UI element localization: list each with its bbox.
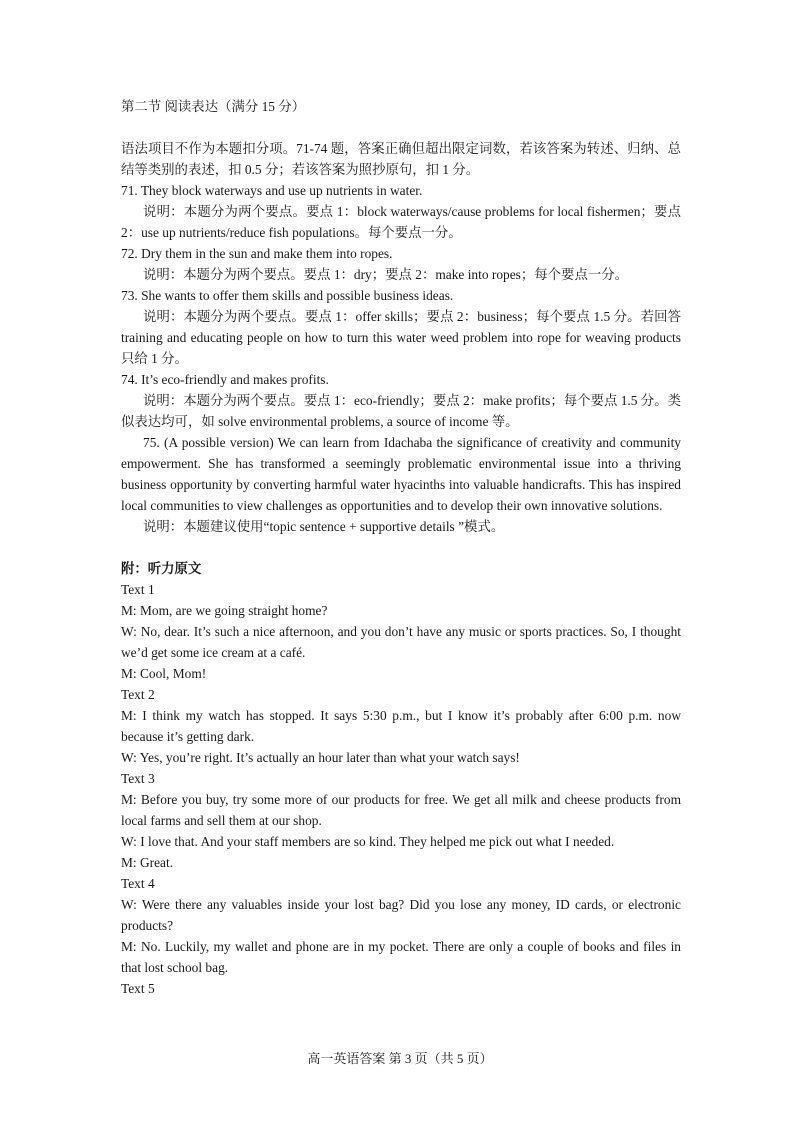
answer-sheet-page: [121, 96, 681, 999]
transcript-line: W: No, dear. It’s such a nice afternoon, and you don’t have any music or sports practices. So, I thought we’d get some ice cream at a café.: [121, 624, 681, 660]
note-72: 说明：本题分为两个要点。要点 1：dry；要点 2：make into ropes；每个要点一分。: [143, 267, 629, 282]
transcript-line: M: Great.: [121, 855, 174, 870]
note-75: 说明：本题建议使用“topic sentence + supportive details ”模式。: [143, 519, 505, 534]
transcript-line: W: I love that. And your staff members are so kind. They helped me pick out what I needed.: [121, 834, 615, 849]
section-title: 第二节 阅读表达（满分 15 分）: [121, 99, 306, 114]
appendix-title: 附：听力原文: [121, 561, 202, 576]
answer-74: 74. It’s eco-friendly and makes profits.: [121, 372, 329, 387]
transcript-line: M: Before you buy, try some more of our products for free. We get all milk and cheese products from local farms and sell them at our shop.: [121, 792, 681, 828]
note-74: 说明：本题分为两个要点。要点 1：eco-friendly；要点 2：make profits；每个要点 1.5 分。类似表达均可，如 solve environmental problems, a source of income 等。: [121, 393, 681, 429]
transcript-line: Text 2: [121, 687, 155, 702]
answer-75: 75. (A possible version) We can learn from Idachaba the significance of creativity and community empowerment. She has transformed a seemingly problematic environmental issue into a thriving business opportunity by converting harmful water hyacinths into valuable handicrafts. This has inspired local communities to view challenges as opportunities and to develop their own innovative solutions.: [121, 435, 681, 513]
transcript-line: Text 3: [121, 771, 155, 786]
page-footer: 高一英语答案 第 3 页（共 5 页）: [307, 1051, 493, 1066]
transcript-line: Text 5: [121, 981, 155, 996]
grading-intro: 语法项目不作为本题扣分项。71-74 题，答案正确但超出限定词数，若该答案为转述、归纳、总结等类别的表述，扣 0.5 分；若该答案为照抄原句，扣 1 分。: [121, 141, 681, 177]
transcript-line: W: Were there any valuables inside your lost bag? Did you lose any money, ID cards, or electronic products?: [121, 897, 681, 933]
answer-72: 72. Dry them in the sun and make them into ropes.: [121, 246, 393, 261]
transcript-line: Text 4: [121, 876, 155, 891]
answer-71: 71. They block waterways and use up nutrients in water.: [121, 183, 423, 198]
transcript-line: M: I think my watch has stopped. It says 5:30 p.m., but I know it’s probably after 6:00 p.m. now because it’s getting dark.: [121, 708, 681, 744]
note-71: 说明：本题分为两个要点。要点 1：block waterways/cause problems for local fishermen；要点 2：use up nutrients/reduce fish populations。每个要点一分。: [121, 204, 681, 240]
answer-73: 73. She wants to offer them skills and possible business ideas.: [121, 288, 454, 303]
section-gap: [121, 537, 681, 558]
transcript-line: M: Cool, Mom!: [121, 666, 207, 681]
transcript-line: M: No. Luckily, my wallet and phone are in my pocket. There are only a couple of books and files in that lost school bag.: [121, 939, 681, 975]
transcript-line: M: Mom, are we going straight home?: [121, 603, 328, 618]
transcript-line: W: Yes, you’re right. It’s actually an hour later than what your watch says!: [121, 750, 520, 765]
transcript-line: Text 1: [121, 582, 155, 597]
note-73: 说明：本题分为两个要点。要点 1：offer skills；要点 2：business；每个要点 1.5 分。若回答 training and educating people on how to turn this water weed problem into rope for weaving products 只给 1 分。: [121, 309, 681, 366]
